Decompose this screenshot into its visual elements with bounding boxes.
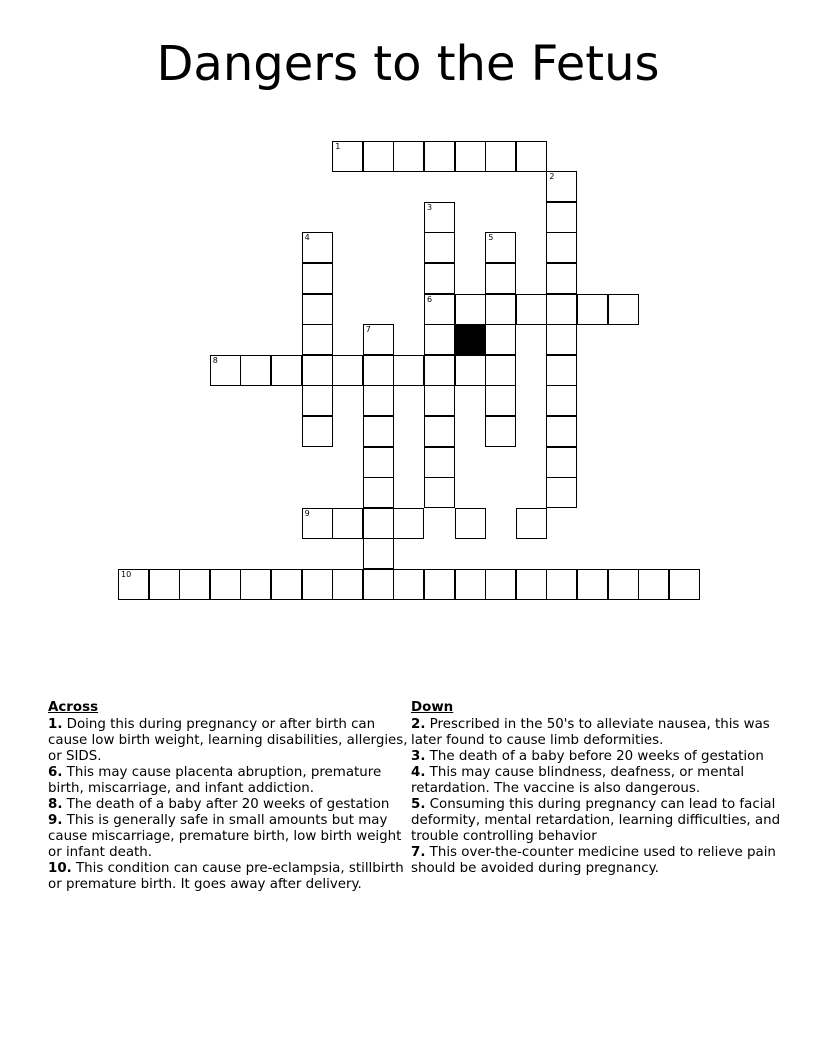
grid-cell[interactable] bbox=[638, 569, 669, 600]
grid-cell[interactable] bbox=[424, 324, 455, 355]
clue-text: The death of a baby before 20 weeks of gestation bbox=[429, 749, 764, 764]
grid-cell[interactable] bbox=[332, 355, 363, 386]
down-clue bbox=[411, 749, 781, 765]
grid-cell[interactable] bbox=[546, 355, 577, 386]
clue-text: This condition can cause pre-eclampsia, stillbirth or premature birth. It goes away after delivery. bbox=[48, 861, 404, 892]
grid-cell[interactable] bbox=[546, 385, 577, 416]
grid-cell[interactable] bbox=[179, 569, 210, 600]
clue-number: 8 bbox=[212, 355, 218, 365]
grid-cell[interactable] bbox=[546, 294, 577, 325]
grid-cell[interactable] bbox=[577, 569, 608, 600]
grid-cell[interactable] bbox=[608, 569, 639, 600]
grid-cell[interactable] bbox=[363, 477, 394, 508]
across-clue bbox=[48, 797, 408, 813]
down-clue bbox=[411, 845, 781, 877]
clue-number: 5 bbox=[488, 233, 494, 243]
down-heading: Down bbox=[411, 700, 454, 715]
grid-cell[interactable] bbox=[332, 508, 363, 539]
grid-cell[interactable] bbox=[393, 355, 424, 386]
grid-cell[interactable] bbox=[118, 569, 149, 600]
clue-label: 9. bbox=[48, 813, 63, 828]
grid-cell[interactable] bbox=[546, 263, 577, 294]
grid-cell[interactable] bbox=[455, 141, 486, 172]
grid-cell[interactable] bbox=[424, 447, 455, 478]
grid-cell[interactable] bbox=[363, 569, 394, 600]
grid-cell[interactable] bbox=[485, 263, 516, 294]
clue-label: 1. bbox=[48, 717, 63, 732]
grid-cell[interactable] bbox=[516, 141, 547, 172]
clue-number: 4 bbox=[304, 233, 310, 243]
down-clues bbox=[411, 700, 781, 877]
grid-cell[interactable] bbox=[608, 294, 639, 325]
grid-cell[interactable] bbox=[485, 385, 516, 416]
grid-cell[interactable] bbox=[485, 324, 516, 355]
across-clues bbox=[48, 700, 408, 893]
grid-cell[interactable] bbox=[546, 202, 577, 233]
grid-cell[interactable] bbox=[424, 232, 455, 263]
clue-text: This over-the-counter medicine used to relieve pain should be avoided during pregnancy. bbox=[411, 845, 776, 876]
grid-cell[interactable] bbox=[302, 416, 333, 447]
grid-cell[interactable] bbox=[149, 569, 180, 600]
grid-cell[interactable] bbox=[363, 538, 394, 569]
clue-label: 4. bbox=[411, 765, 426, 780]
grid-cell[interactable] bbox=[424, 477, 455, 508]
clue-text: Prescribed in the 50's to alleviate nausea, this was later found to cause limb deformities. bbox=[411, 717, 770, 748]
grid-cell[interactable] bbox=[485, 294, 516, 325]
down-clue-list bbox=[411, 717, 781, 877]
across-clue bbox=[48, 717, 408, 765]
grid-cell[interactable] bbox=[363, 385, 394, 416]
across-clue bbox=[48, 765, 408, 797]
grid-cell[interactable] bbox=[271, 569, 302, 600]
clue-label: 8. bbox=[48, 797, 63, 812]
grid-cell[interactable] bbox=[516, 294, 547, 325]
grid-cell[interactable] bbox=[393, 508, 424, 539]
down-clue bbox=[411, 765, 781, 797]
clue-number: 10 bbox=[121, 570, 132, 579]
grid-cell[interactable] bbox=[210, 569, 241, 600]
grid-cell[interactable] bbox=[485, 416, 516, 447]
grid-cell[interactable] bbox=[240, 355, 271, 386]
clue-number: 3 bbox=[427, 202, 433, 212]
down-clue bbox=[411, 717, 781, 749]
across-clue-list bbox=[48, 717, 408, 893]
grid-cell[interactable] bbox=[302, 355, 333, 386]
grid-cell[interactable] bbox=[363, 141, 394, 172]
clue-label: 2. bbox=[411, 717, 426, 732]
grid-cell[interactable] bbox=[455, 294, 486, 325]
grid-cell[interactable] bbox=[546, 477, 577, 508]
grid-cell[interactable] bbox=[424, 202, 455, 233]
down-clue bbox=[411, 797, 781, 845]
puzzle-title: Dangers to the Fetus bbox=[156, 36, 660, 92]
grid-cell[interactable] bbox=[210, 355, 241, 386]
grid-cell[interactable] bbox=[363, 355, 394, 386]
clue-number: 6 bbox=[427, 294, 433, 304]
clue-text: Doing this during pregnancy or after birth can cause low birth weight, learning disabilities, allergies, or SIDS. bbox=[48, 717, 408, 764]
across-heading: Across bbox=[48, 700, 99, 715]
grid-cell[interactable] bbox=[302, 232, 333, 263]
grid-cell[interactable] bbox=[302, 385, 333, 416]
grid-cell[interactable] bbox=[393, 569, 424, 600]
black-cell bbox=[455, 324, 486, 355]
clue-label: 7. bbox=[411, 845, 426, 860]
grid-cell[interactable] bbox=[424, 569, 455, 600]
grid-cell[interactable] bbox=[546, 569, 577, 600]
grid-cell[interactable] bbox=[485, 569, 516, 600]
grid-cell[interactable] bbox=[363, 324, 394, 355]
grid-cell[interactable] bbox=[240, 569, 271, 600]
grid-cell[interactable] bbox=[455, 355, 486, 386]
clue-label: 3. bbox=[411, 749, 426, 764]
clue-label: 5. bbox=[411, 797, 426, 812]
grid-cell[interactable] bbox=[516, 569, 547, 600]
grid-cell[interactable] bbox=[393, 141, 424, 172]
grid-cell[interactable] bbox=[302, 508, 333, 539]
clue-number: 2 bbox=[549, 172, 555, 182]
grid-cell[interactable] bbox=[271, 355, 302, 386]
grid-cell[interactable] bbox=[516, 508, 547, 539]
grid-cell[interactable] bbox=[424, 263, 455, 294]
grid-cell[interactable] bbox=[302, 569, 333, 600]
grid-cell[interactable] bbox=[302, 263, 333, 294]
grid-cell[interactable] bbox=[455, 569, 486, 600]
grid-cell[interactable] bbox=[363, 416, 394, 447]
grid-cell[interactable] bbox=[546, 447, 577, 478]
grid-cell[interactable] bbox=[669, 569, 700, 600]
grid-cell[interactable] bbox=[363, 447, 394, 478]
clue-text: This may cause blindness, deafness, or mental retardation. The vaccine is also dangerous. bbox=[411, 765, 745, 796]
across-clue bbox=[48, 813, 408, 861]
across-clue bbox=[48, 861, 408, 893]
grid-cell[interactable] bbox=[455, 508, 486, 539]
grid-cell[interactable] bbox=[332, 569, 363, 600]
grid-cell[interactable] bbox=[424, 416, 455, 447]
grid-cell[interactable] bbox=[546, 324, 577, 355]
grid-cell[interactable] bbox=[424, 141, 455, 172]
clue-label: 6. bbox=[48, 765, 63, 780]
grid-cell[interactable] bbox=[546, 232, 577, 263]
clue-text: Consuming this during pregnancy can lead to facial deformity, mental retardation, learning difficulties, and trouble controlling behavior bbox=[411, 797, 781, 844]
grid-cell[interactable] bbox=[485, 232, 516, 263]
grid-cell[interactable] bbox=[424, 294, 455, 325]
grid-cell[interactable] bbox=[485, 355, 516, 386]
grid-cell[interactable] bbox=[424, 355, 455, 386]
grid-cell[interactable] bbox=[577, 294, 608, 325]
grid-cell[interactable] bbox=[302, 324, 333, 355]
grid-cell[interactable] bbox=[546, 416, 577, 447]
grid-cell[interactable] bbox=[302, 294, 333, 325]
grid-cell[interactable] bbox=[424, 385, 455, 416]
grid-cell[interactable] bbox=[332, 141, 363, 172]
grid-cell[interactable] bbox=[363, 508, 394, 539]
clue-text: This may cause placenta abruption, premature birth, miscarriage, and infant addiction. bbox=[48, 765, 382, 796]
clue-text: The death of a baby after 20 weeks of gestation bbox=[66, 797, 390, 812]
clue-number: 1 bbox=[335, 141, 341, 151]
clue-label: 10. bbox=[48, 861, 72, 876]
grid-cell[interactable] bbox=[546, 171, 577, 202]
clue-number: 9 bbox=[304, 508, 310, 518]
clue-text: This is generally safe in small amounts but may cause miscarriage, premature birth, low birth weight or infant death. bbox=[48, 813, 402, 860]
clue-number: 7 bbox=[365, 325, 371, 335]
grid-cell[interactable] bbox=[485, 141, 516, 172]
